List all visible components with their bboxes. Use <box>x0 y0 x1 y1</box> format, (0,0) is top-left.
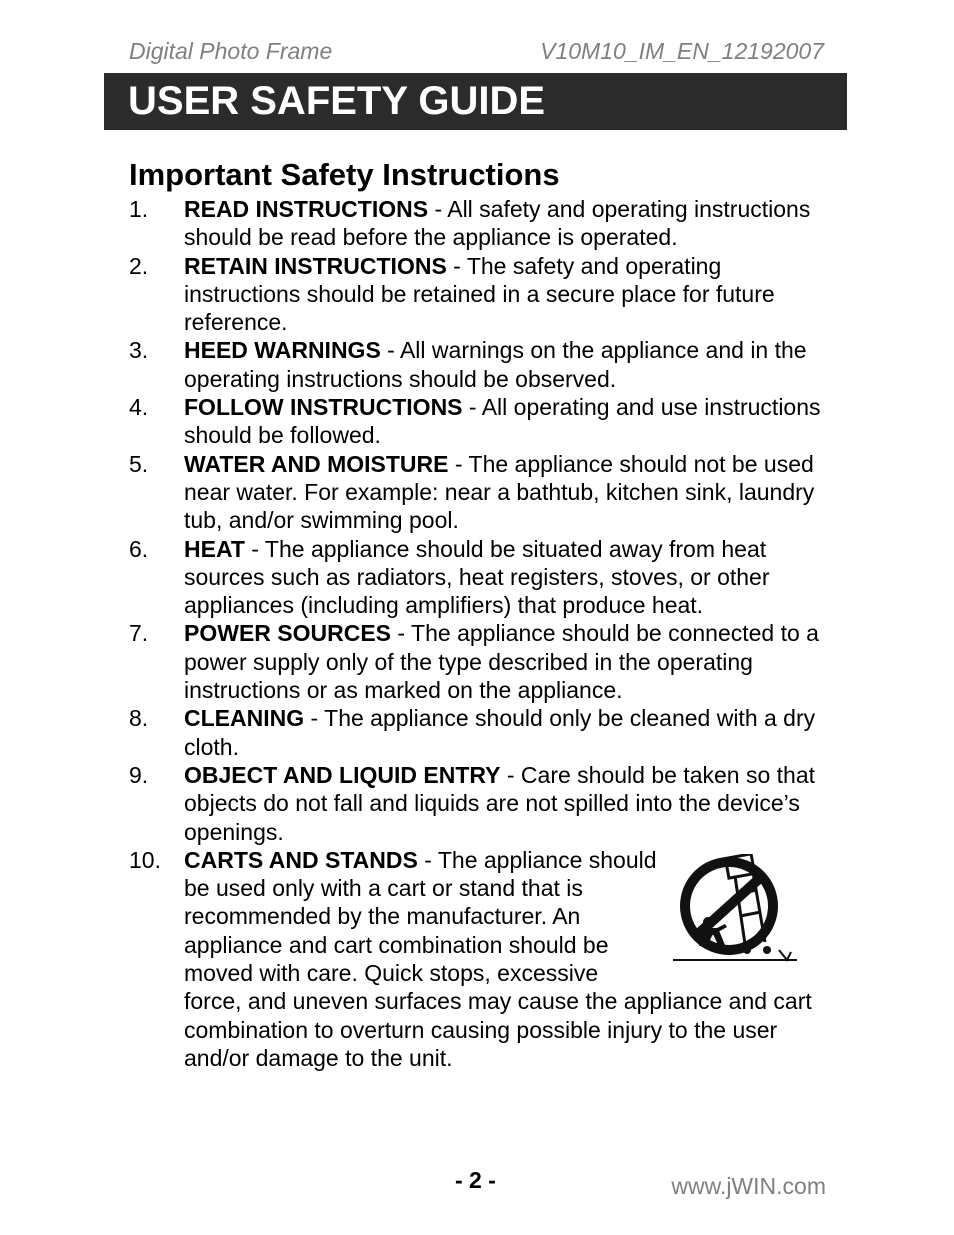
item-text: - The safety and operating instructions should be retained in a secure place for future reference. <box>184 252 775 336</box>
item-title: POWER SOURCES <box>184 620 392 647</box>
item-title: FOLLOW INSTRUCTIONS <box>184 394 463 421</box>
item-text: - All warnings on the appliance and in the operating instructions should be observed. <box>184 337 807 392</box>
item-title: CLEANING <box>184 705 305 732</box>
section-title: Important Safety Instructions <box>129 157 560 192</box>
title-bar <box>104 73 847 130</box>
list-item <box>0 704 954 761</box>
item-title: RETAIN INSTRUCTIONS <box>184 252 447 279</box>
list-item <box>0 846 954 1072</box>
item-text: - The appliance should be situated away from heat sources such as radiators, heat registers, stoves, or other appliances (including amplifiers) that produce heat. <box>184 535 770 619</box>
item-number: 6. <box>129 535 149 562</box>
item-title: HEAT <box>184 535 245 562</box>
item-text: - Care should be taken so that objects do not fall and liquids are not spilled into the device’s openings. <box>184 761 816 845</box>
item-text: - All operating and use instructions should be followed. <box>184 394 821 449</box>
list-item <box>0 336 954 393</box>
item-number: 3. <box>129 337 149 364</box>
item-text: - The appliance should not be used near water. For example: near a bathtub, kitchen sink, laundry tub, and/or swimming pool. <box>184 450 815 534</box>
list-item <box>0 252 954 337</box>
page-title: USER SAFETY GUIDE <box>128 79 546 123</box>
item-title: HEED WARNINGS <box>184 337 381 364</box>
list-item <box>0 619 954 704</box>
header-document-code: V10M10_IM_EN_12192007 <box>540 38 824 64</box>
list-item <box>0 393 954 450</box>
item-text: - All safety and operating instructions should be read before the appliance is operated. <box>184 196 811 251</box>
item-number: 2. <box>129 252 149 279</box>
cart-warning-image <box>657 846 829 984</box>
item-number: 8. <box>129 705 149 732</box>
cart-tipover-warning-icon <box>673 854 797 966</box>
footer-url: www.jWIN.com <box>671 1173 826 1199</box>
item-number: 5. <box>129 450 149 477</box>
list-item <box>0 195 954 252</box>
item-title: READ INSTRUCTIONS <box>184 196 429 222</box>
item-number: 4. <box>129 394 149 421</box>
item-number: 7. <box>129 620 149 647</box>
item-number: 9. <box>129 761 149 788</box>
page-number: - 2 - <box>455 1167 496 1193</box>
item-number: 10. <box>129 846 161 873</box>
item-number: 1. <box>129 196 149 222</box>
item-text: - The appliance should be used only with a cart or stand that is recommended by the manufacturer. An appliance and cart combination should be moved with care. Quick stops, excessive force, and uneven surfaces may cause the appliance and cart combination to overturn causing possible injury to the user and/or damage to the unit. <box>184 846 812 1071</box>
item-title: CARTS AND STANDS <box>184 846 418 873</box>
list-item <box>0 535 954 620</box>
item-text: - The appliance should be connected to a power supply only of the type described in the operating instructions or as marked on the appliance. <box>184 620 819 704</box>
list-item <box>0 450 954 535</box>
instructions-list <box>0 195 954 1072</box>
header-document-title: Digital Photo Frame <box>129 38 333 64</box>
item-title: WATER AND MOISTURE <box>184 450 449 477</box>
item-text: - The appliance should only be cleaned with a dry cloth. <box>184 705 816 760</box>
list-item <box>0 761 954 846</box>
item-title: OBJECT AND LIQUID ENTRY <box>184 761 501 788</box>
